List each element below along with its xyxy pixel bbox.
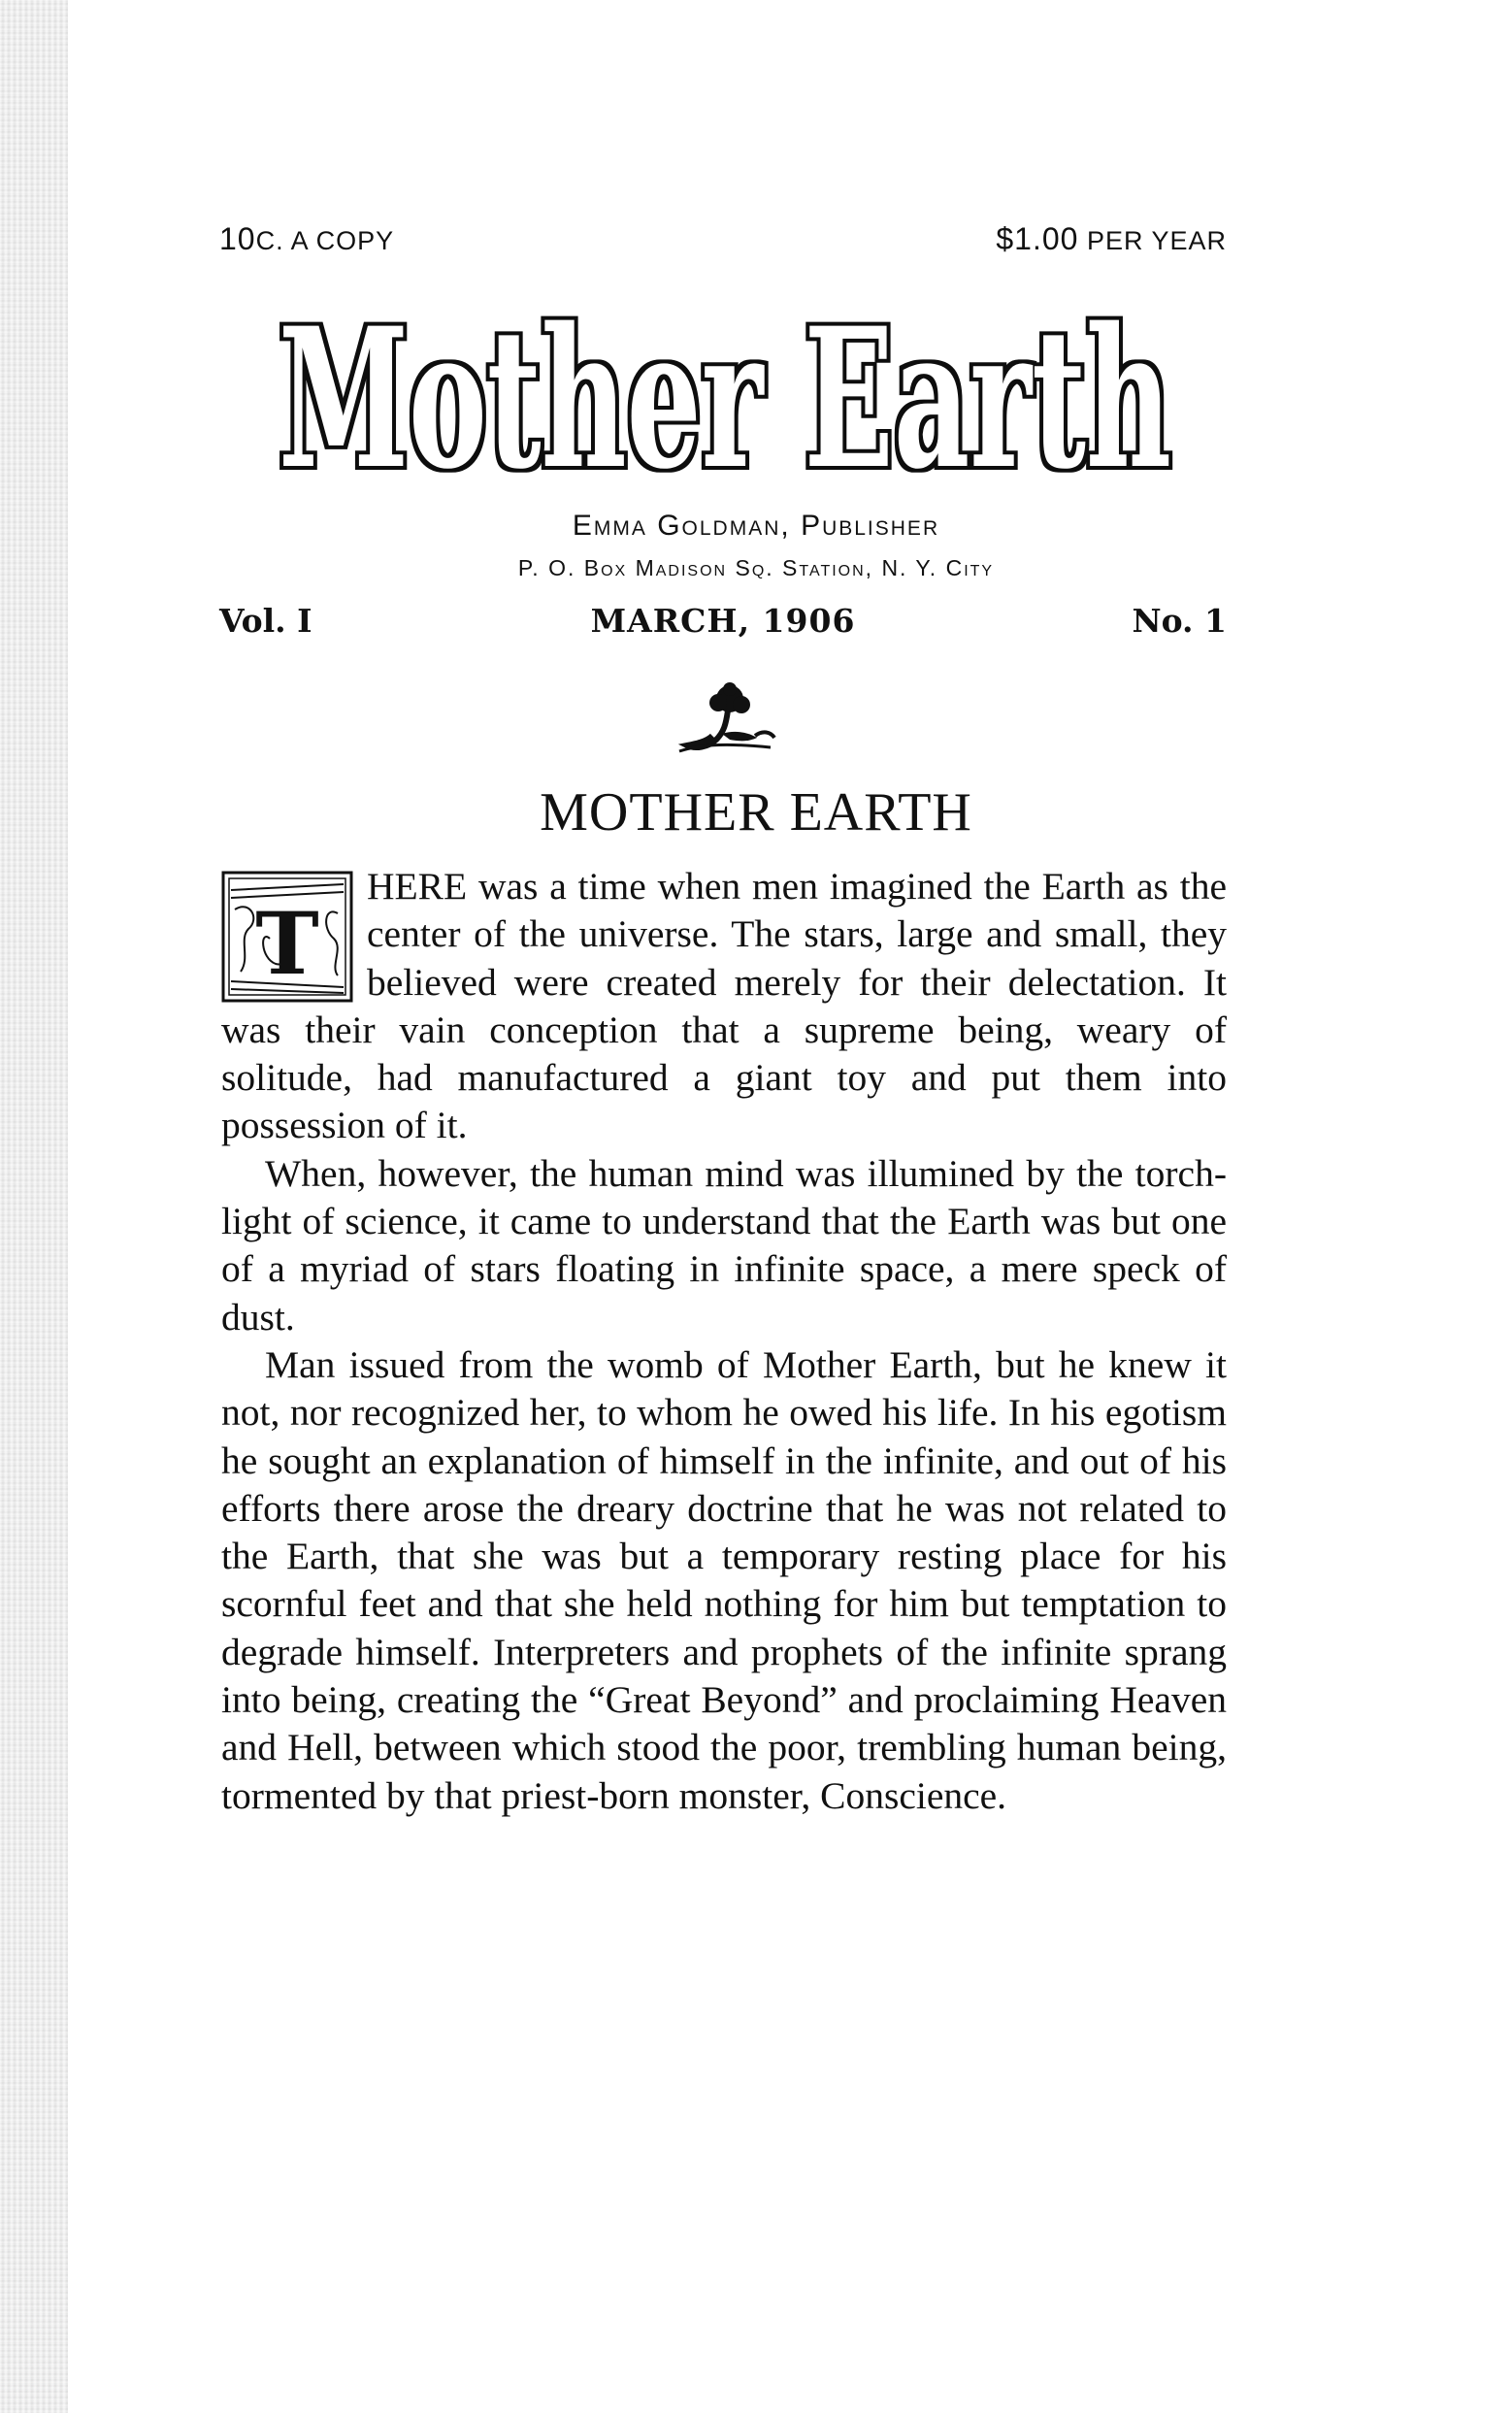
paragraph-1: T HERE was a time when men imagined the Earth as the center of the universe. The stars, large and small, they believed were created merely for their delectation. It was their vain conception that a supreme being, weary of solitude, had manufactured a giant toy and put them into possession of it. bbox=[221, 865, 1227, 1147]
masthead-title bbox=[269, 299, 1181, 493]
paragraph-2: When, however, the human mind was illumined by the torch-light of science, it came to understand that the Earth was but one of a myriad of stars floating in infinite space, a mere speck of dust. bbox=[221, 1151, 1227, 1339]
scanned-page-edge bbox=[0, 0, 68, 2413]
volume-number: Vol. I bbox=[219, 602, 312, 640]
publisher-address: P. O. Box Madison Sq. Station, N. Y. City bbox=[517, 555, 995, 580]
flower-ornament-icon bbox=[674, 681, 780, 759]
drop-cap-letter: T bbox=[255, 893, 319, 994]
paragraph-3: Man issued from the womb of Mother Earth, but he knew it not, nor recognized her, to whom he owed his life. In his egotism he sought an explanation of himself in the infinite, and out of his efforts there arose the dreary doctrine that he was not related to the Earth, that she was but a temporary resting place for his scornful feet and that she held nothing for him but temptation to degrade himself. Interpreters and prophets of the infinite sprang into being, creating the “Great Beyond” and proclaiming Heaven and Hell, between which stood the poor, trembling human being, tormented by that priest-born monster, Conscience. bbox=[221, 1342, 1227, 1817]
article-title: MOTHER EARTH bbox=[540, 782, 972, 843]
price-header bbox=[219, 221, 1227, 260]
issue-date: MARCH, 1906 bbox=[590, 602, 856, 640]
issue-number: No. 1 bbox=[1132, 602, 1227, 640]
price-per-year: $1.00 PER YEAR bbox=[996, 221, 1227, 256]
publisher-line: Emma Goldman, Publisher bbox=[572, 510, 940, 542]
article-body bbox=[221, 863, 1227, 1820]
issue-line bbox=[219, 602, 1227, 650]
masthead-title-text: Mother Earth bbox=[279, 299, 1171, 493]
drop-cap-initial bbox=[221, 871, 353, 1003]
price-per-copy: 10C. A COPY bbox=[219, 221, 395, 256]
